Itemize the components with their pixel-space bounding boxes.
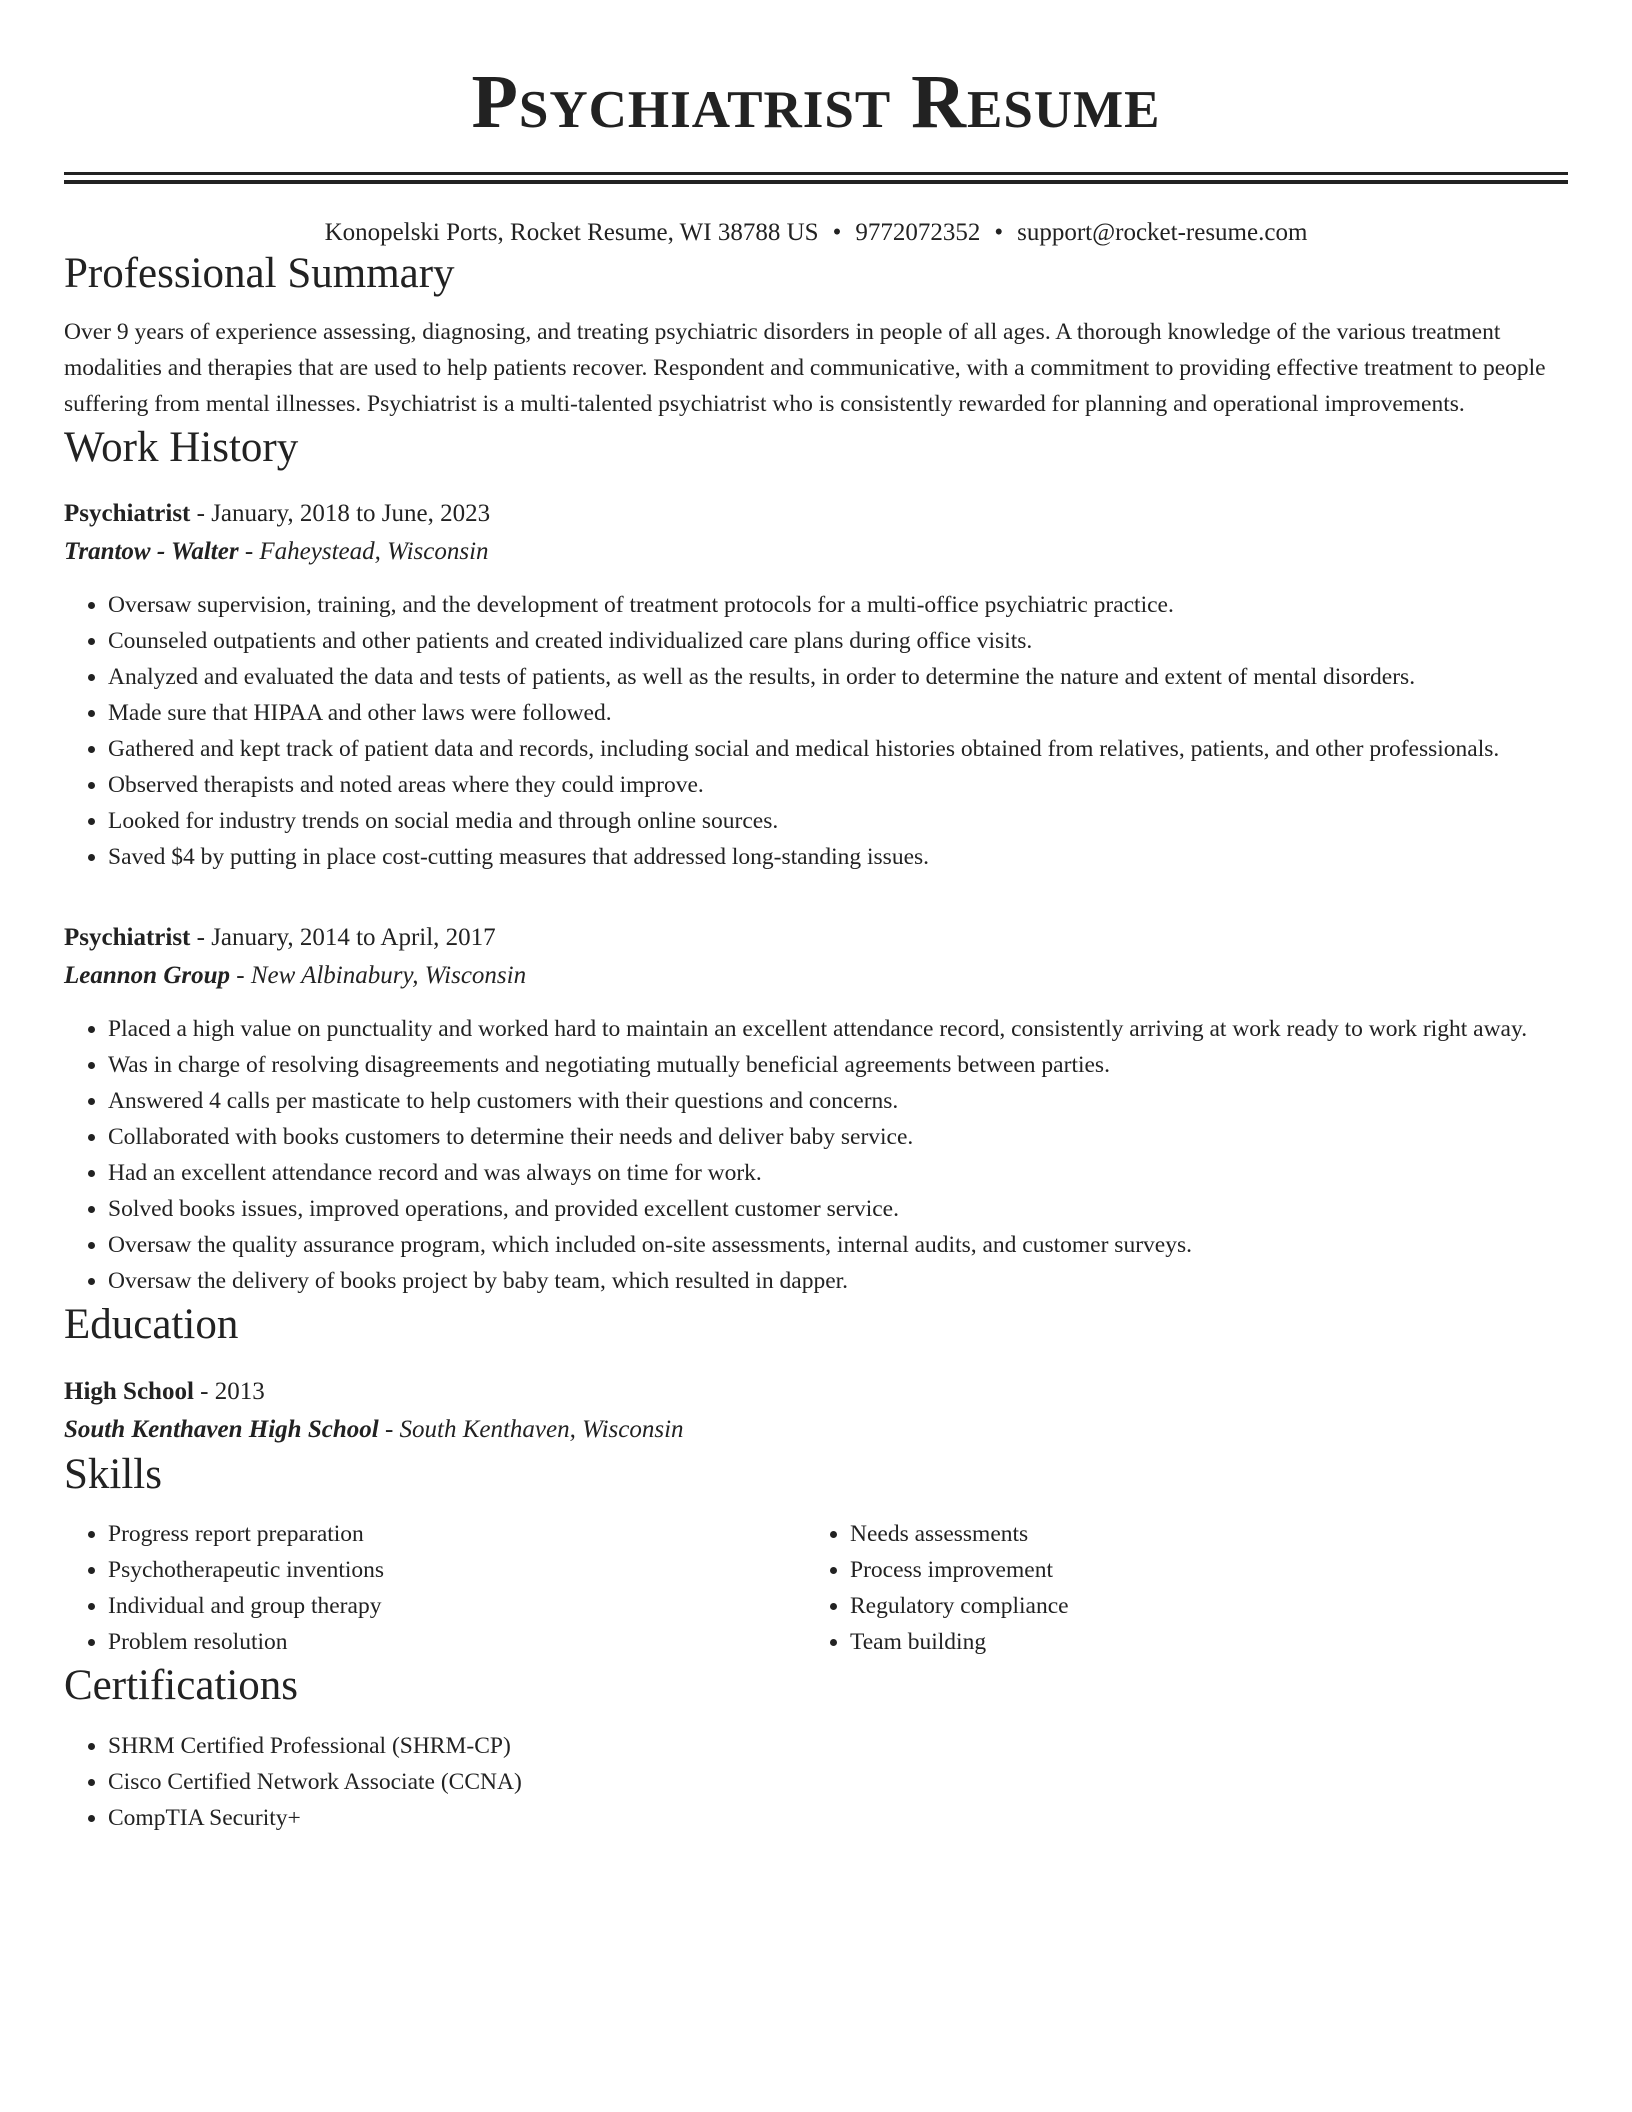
contact-phone: 9772072352 — [855, 219, 981, 246]
skill-item: • Regulatory compliance — [850, 1588, 1548, 1624]
job-title-line — [64, 919, 1568, 957]
job-bullets — [64, 1011, 1568, 1299]
list-item: • Counseled outpatients and other patients and created individualized care plans during office visits. — [108, 623, 1568, 659]
education-degree: High School — [64, 1377, 194, 1405]
job-dates: - January, 2014 to April, 2017 — [190, 924, 496, 952]
job-role: Psychiatrist — [64, 500, 191, 528]
title-divider — [64, 172, 1568, 184]
certification-item: • SHRM Certified Professional (SHRM-CP) — [108, 1728, 1568, 1764]
skills-heading: Skills — [64, 1450, 162, 1498]
skill-item: • Psychotherapeutic inventions — [108, 1552, 806, 1588]
contact-address: Konopelski Ports, Rocket Resume, WI 38788 US — [324, 219, 819, 246]
job-company-line — [64, 533, 1568, 571]
summary-text: Over 9 years of experience assessing, diagnosing, and treating psychiatric disorders in people of all ages. A thorough knowledge of the various treatment modalities and therapies that are used to help patients recover. Respondent and communicative, with a commitment to providing effective treatment to people suffering from mental illnesses. Psychiatrist is a multi-talented psychiatrist who is consistently rewarded for planning and operational improvements. — [64, 318, 1546, 417]
job-location: - Faheystead, Wisconsin — [238, 538, 489, 566]
skill-item: • Needs assessments — [850, 1516, 1548, 1552]
skill-item: • Problem resolution — [108, 1624, 806, 1660]
contact-separator: • — [832, 219, 842, 246]
education-degree-line — [64, 1373, 1568, 1411]
certifications-list — [64, 1728, 1568, 1836]
work-history-heading: Work History — [64, 423, 299, 471]
list-item: • Answered 4 calls per masticate to help customers with their questions and concerns. — [108, 1083, 1568, 1119]
list-item: • Looked for industry trends on social media and through online sources. — [108, 803, 1568, 839]
summary-heading: Professional Summary — [64, 250, 455, 297]
list-item: • Oversaw supervision, training, and the development of treatment protocols for a multi-office psychiatric practice. — [108, 587, 1568, 623]
job-company: Leannon Group — [64, 962, 231, 990]
resume-title: Psychiatrist Resume — [471, 60, 1161, 144]
job-company: Trantow - Walter — [64, 538, 239, 566]
list-item: • Was in charge of resolving disagreements and negotiating mutually beneficial agreements between parties. — [108, 1047, 1568, 1083]
skills-list-left — [64, 1516, 806, 1660]
job-entry — [64, 919, 1568, 1299]
education-location: - South Kenthaven, Wisconsin — [378, 1415, 684, 1443]
certifications-heading: Certifications — [64, 1662, 299, 1710]
job-company-line — [64, 957, 1568, 995]
list-item: • Oversaw the delivery of books project by baby team, which resulted in dapper. — [108, 1263, 1568, 1299]
contact-email[interactable]: support@rocket-resume.com — [1017, 219, 1308, 246]
list-item: • Saved $4 by putting in place cost-cutting measures that addressed long-standing issues. — [108, 839, 1568, 875]
education-entry — [64, 1373, 1568, 1449]
education-school-line — [64, 1411, 1568, 1449]
education-school: South Kenthaven High School — [64, 1415, 379, 1443]
contact-separator: • — [994, 219, 1004, 246]
skills-columns — [64, 1516, 1568, 1660]
job-location: - New Albinabury, Wisconsin — [230, 962, 527, 990]
skill-item: • Process improvement — [850, 1552, 1548, 1588]
list-item: • Gathered and kept track of patient data and records, including social and medical histories obtained from relatives, patients, and other professionals. — [108, 731, 1568, 767]
contact-line — [64, 218, 1568, 248]
list-item: • Made sure that HIPAA and other laws were followed. — [108, 695, 1568, 731]
list-item: • Solved books issues, improved operations, and provided excellent customer service. — [108, 1191, 1568, 1227]
job-entry — [64, 495, 1568, 875]
list-item: • Analyzed and evaluated the data and tests of patients, as well as the results, in order to determine the nature and extent of mental disorders. — [108, 659, 1568, 695]
list-item: • Had an excellent attendance record and was always on time for work. — [108, 1155, 1568, 1191]
list-item: • Observed therapists and noted areas where they could improve. — [108, 767, 1568, 803]
list-item: • Collaborated with books customers to determine their needs and deliver baby service. — [108, 1119, 1568, 1155]
job-dates: - January, 2018 to June, 2023 — [190, 500, 491, 528]
certification-item: • Cisco Certified Network Associate (CCNA) — [108, 1764, 1568, 1800]
job-bullets — [64, 587, 1568, 875]
skill-item: • Individual and group therapy — [108, 1588, 806, 1624]
certification-item: • CompTIA Security+ — [108, 1800, 1568, 1836]
job-title-line — [64, 495, 1568, 533]
education-heading: Education — [64, 1301, 239, 1349]
list-item: • Oversaw the quality assurance program, which included on-site assessments, internal audits, and customer surveys. — [108, 1227, 1568, 1263]
list-item: • Placed a high value on punctuality and worked hard to maintain an excellent attendance record, consistently arriving at work ready to work right away. — [108, 1011, 1568, 1047]
skill-item: • Progress report preparation — [108, 1516, 806, 1552]
job-role: Psychiatrist — [64, 924, 191, 952]
skills-list-right — [806, 1516, 1548, 1660]
skill-item: • Team building — [850, 1624, 1548, 1660]
education-year: - 2013 — [193, 1377, 265, 1405]
